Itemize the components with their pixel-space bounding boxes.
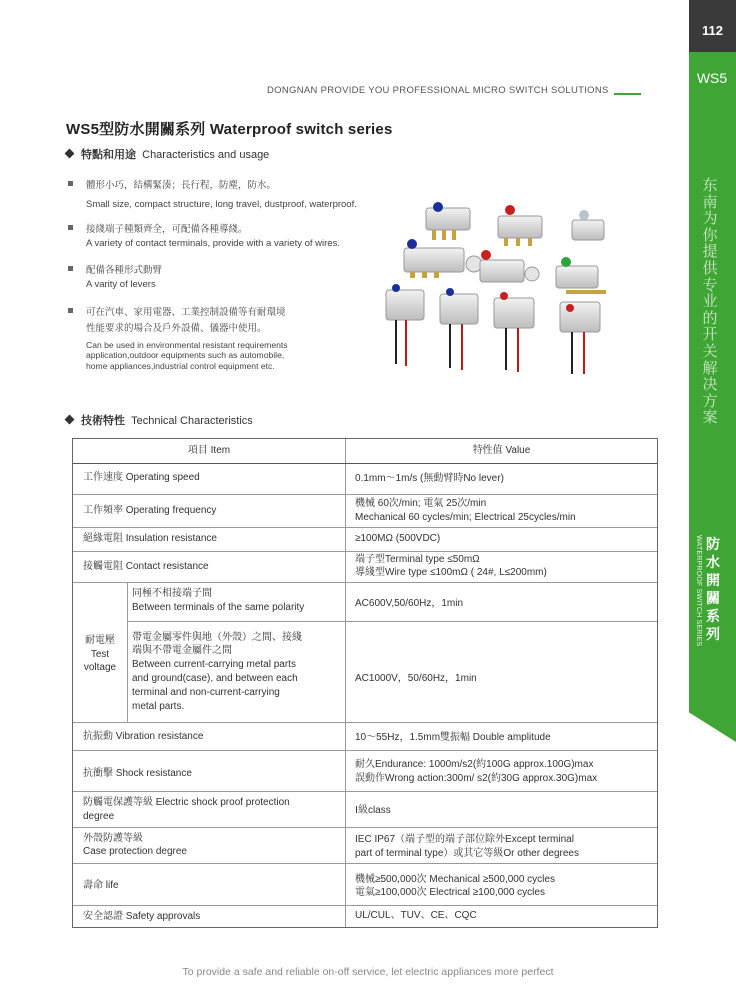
side-slogan <box>700 178 720 427</box>
row-item: Case protection degree <box>83 846 187 857</box>
row-value: 端子型Terminal type ≤50mΩ <box>355 554 480 565</box>
heading-en: Technical Characteristics <box>131 415 253 427</box>
row-value: AC600V,50/60Hz，1min <box>355 598 464 609</box>
group-divider <box>127 582 128 722</box>
table-row <box>73 551 657 583</box>
row-value: AC1000V，50/60Hz，1min <box>355 673 477 684</box>
slogan-char: 为 <box>702 210 718 228</box>
table-row <box>73 905 657 927</box>
char-item-en: application,outdoor equipments such as automobile, <box>86 350 285 360</box>
group-label-en: Test <box>90 649 110 660</box>
row-item: 抗衝擊 Shock resistance <box>83 768 192 779</box>
sub-item: and ground(case), and between each <box>132 673 298 684</box>
table-row <box>73 494 657 528</box>
slogan-char: 开 <box>702 326 718 344</box>
row-value: IEC IP67（端子型的端子部位除外Except terminal <box>355 834 574 845</box>
switch-red-terminal <box>480 250 539 282</box>
switch-blue-roller <box>404 239 482 278</box>
row-value: part of terminal type）或其它等級Or other degrees <box>355 848 579 859</box>
row-item: degree <box>83 811 115 822</box>
characteristics-heading <box>66 146 269 162</box>
sub-item: metal parts. <box>132 701 185 712</box>
header-tagline: DONGNAN PROVIDE YOU PROFESSIONAL MICRO SWITCH SOLUTIONS <box>267 85 609 96</box>
char-item-cn: 體形小巧，結構緊湊；長行程，防塵，防水。 <box>86 180 277 191</box>
char-item-en: A varity of levers <box>86 279 156 290</box>
sub-item: Between current-carrying metal parts <box>132 659 296 670</box>
side-title-char: 系 <box>706 608 720 624</box>
heading-cn: 特點和用途 <box>81 149 136 161</box>
row-item: 絕緣電阻 Insulation resistance <box>83 533 217 544</box>
char-item-en: A variety of contact terminals, provide with a variety of wires. <box>86 238 340 249</box>
row-value: Ⅰ級class <box>355 805 391 816</box>
char-item-en: Can be used in environmental resistant requirements <box>86 340 288 350</box>
slogan-char: 方 <box>702 392 718 410</box>
char-item-en: Small size, compact structure, long travel, dustproof, waterproof. <box>86 199 357 210</box>
side-title-char: 關 <box>706 590 720 606</box>
sub-item: Between terminals of the same polarity <box>132 602 305 613</box>
side-title-en <box>695 535 704 655</box>
side-title-char: 開 <box>706 572 720 588</box>
slogan-char: 决 <box>702 376 718 394</box>
switch-blue-lever <box>426 202 470 240</box>
row-item: 安全認證 Safety approvals <box>83 911 201 922</box>
heading-en: Characteristics and usage <box>142 149 270 161</box>
row-item: 抗振動 Vibration resistance <box>83 731 204 742</box>
diamond-icon <box>65 149 75 159</box>
switch-red-plunger <box>498 205 542 246</box>
switch-wire-red <box>494 292 534 372</box>
row-item: 壽命 life <box>83 880 119 891</box>
row-value: ≥100MΩ (500VDC) <box>355 533 441 544</box>
row-item: 防觸電保護等級 Electric shock proof protection <box>83 797 290 808</box>
slogan-char: 案 <box>702 409 718 427</box>
side-title-char: 列 <box>706 626 720 642</box>
row-item: 接觸電阻 Contact resistance <box>83 561 209 572</box>
char-item-cn: 配備各種形式動臂 <box>86 265 163 276</box>
group-label-en: voltage <box>83 662 117 673</box>
row-value: 機械≥500,000次 Mechanical ≥500,000 cycles <box>355 874 555 885</box>
diamond-icon <box>65 415 75 425</box>
sub-item: 同極不相接端子間 <box>132 588 212 599</box>
slogan-char: 你 <box>702 226 718 244</box>
switch-wire-red-2 <box>560 302 600 374</box>
char-item-cn: 可在汽車、家用電器、工業控制設備等有耐環境 <box>86 307 286 318</box>
heading-cn: 技術特性 <box>81 415 125 427</box>
switch-grey-plunger <box>572 210 604 240</box>
series-code: WS5 <box>696 70 728 86</box>
bullet-icon <box>68 266 73 271</box>
row-value: 導綫型Wire type ≤100mΩ ( 24#, L≤200mm) <box>355 567 547 578</box>
sub-item: 端與不帶電金屬件之間 <box>132 645 232 656</box>
table-row <box>73 750 657 792</box>
spec-table <box>72 438 658 928</box>
slogan-char: 提 <box>702 243 718 261</box>
table-row <box>73 827 657 864</box>
bullet-icon <box>68 181 73 186</box>
slogan-char: 的 <box>702 309 718 327</box>
slogan-char: 业 <box>702 293 718 311</box>
column-header-item: 項目 Item <box>187 445 231 456</box>
switch-green-terminal <box>556 257 606 294</box>
table-row <box>73 722 657 751</box>
slogan-char: 南 <box>702 193 718 211</box>
slogan-char: 关 <box>702 342 718 360</box>
table-header <box>73 439 657 464</box>
switch-wire-blue-2 <box>440 288 478 370</box>
table-row-test-voltage <box>73 582 657 723</box>
side-title-char: 水 <box>706 554 720 570</box>
row-value: 誤動作Wrong action:300m/ s2(約30G approx.30G)max <box>355 773 598 784</box>
row-value: 耐久Endurance: 1000m/s2(約100G approx.100G)max <box>355 759 594 770</box>
char-item-en: home appliances,industrial control equipment etc. <box>86 361 275 371</box>
side-title-en-text: WATERPROOF SWITCH SERIES <box>695 535 702 647</box>
page-number: 112 <box>702 23 723 38</box>
table-row <box>73 527 657 552</box>
row-value: 10～55Hz，1.5mm雙振幅 Double amplitude <box>355 732 551 743</box>
sub-item: terminal and non-current-carrying <box>132 687 280 698</box>
page-number-tab <box>689 0 736 52</box>
table-row <box>73 791 657 828</box>
table-row <box>73 863 657 906</box>
char-item-cn: 性能要求的場合及戶外設備、儀器中使用。 <box>86 323 267 334</box>
header-rule <box>614 93 641 95</box>
table-row <box>73 463 657 495</box>
technical-heading <box>66 412 253 428</box>
switch-wire-blue <box>386 284 424 366</box>
sub-item: 帶電金屬零件與地（外殼）之間、接綫 <box>132 632 302 643</box>
side-title-cn <box>704 535 722 643</box>
product-photo <box>376 198 612 378</box>
slogan-char: 供 <box>702 259 718 277</box>
char-item-cn: 接綫端子種類齊全，可配備各種導綫。 <box>86 224 248 235</box>
row-value: 電氣≥100,000次 Electrical ≥100,000 cycles <box>355 887 545 898</box>
group-label-cn: 耐電壓 <box>85 635 115 646</box>
slogan-char: 东 <box>702 177 718 194</box>
footer-slogan: To provide a safe and reliable on-off service, let electric appliances more perfect <box>182 966 554 978</box>
column-header-value: 特性值 Value <box>472 445 531 456</box>
page-title: WS5型防水開關系列 Waterproof switch series <box>66 121 393 138</box>
row-item: 外殼防護等級 <box>83 833 143 844</box>
slogan-char: 专 <box>702 276 718 294</box>
side-title-char: 防 <box>706 536 720 552</box>
row-value: UL/CUL、TUV、CE、CQC <box>355 910 477 921</box>
row-value: Mechanical 60 cycles/min; Electrical 25cycles/min <box>355 512 576 523</box>
row-item: 工作頻率 Operating frequency <box>83 505 217 516</box>
row-value: 機械 60次/min; 電氣 25次/min <box>355 498 487 509</box>
bullet-icon <box>68 308 73 313</box>
slogan-char: 解 <box>702 359 718 377</box>
sub-row-divider <box>127 621 657 622</box>
row-value: 0.1mm～1m/s (無動臂時No lever) <box>355 473 504 484</box>
row-item: 工作速度 Operating speed <box>83 472 200 483</box>
bullet-icon <box>68 225 73 230</box>
